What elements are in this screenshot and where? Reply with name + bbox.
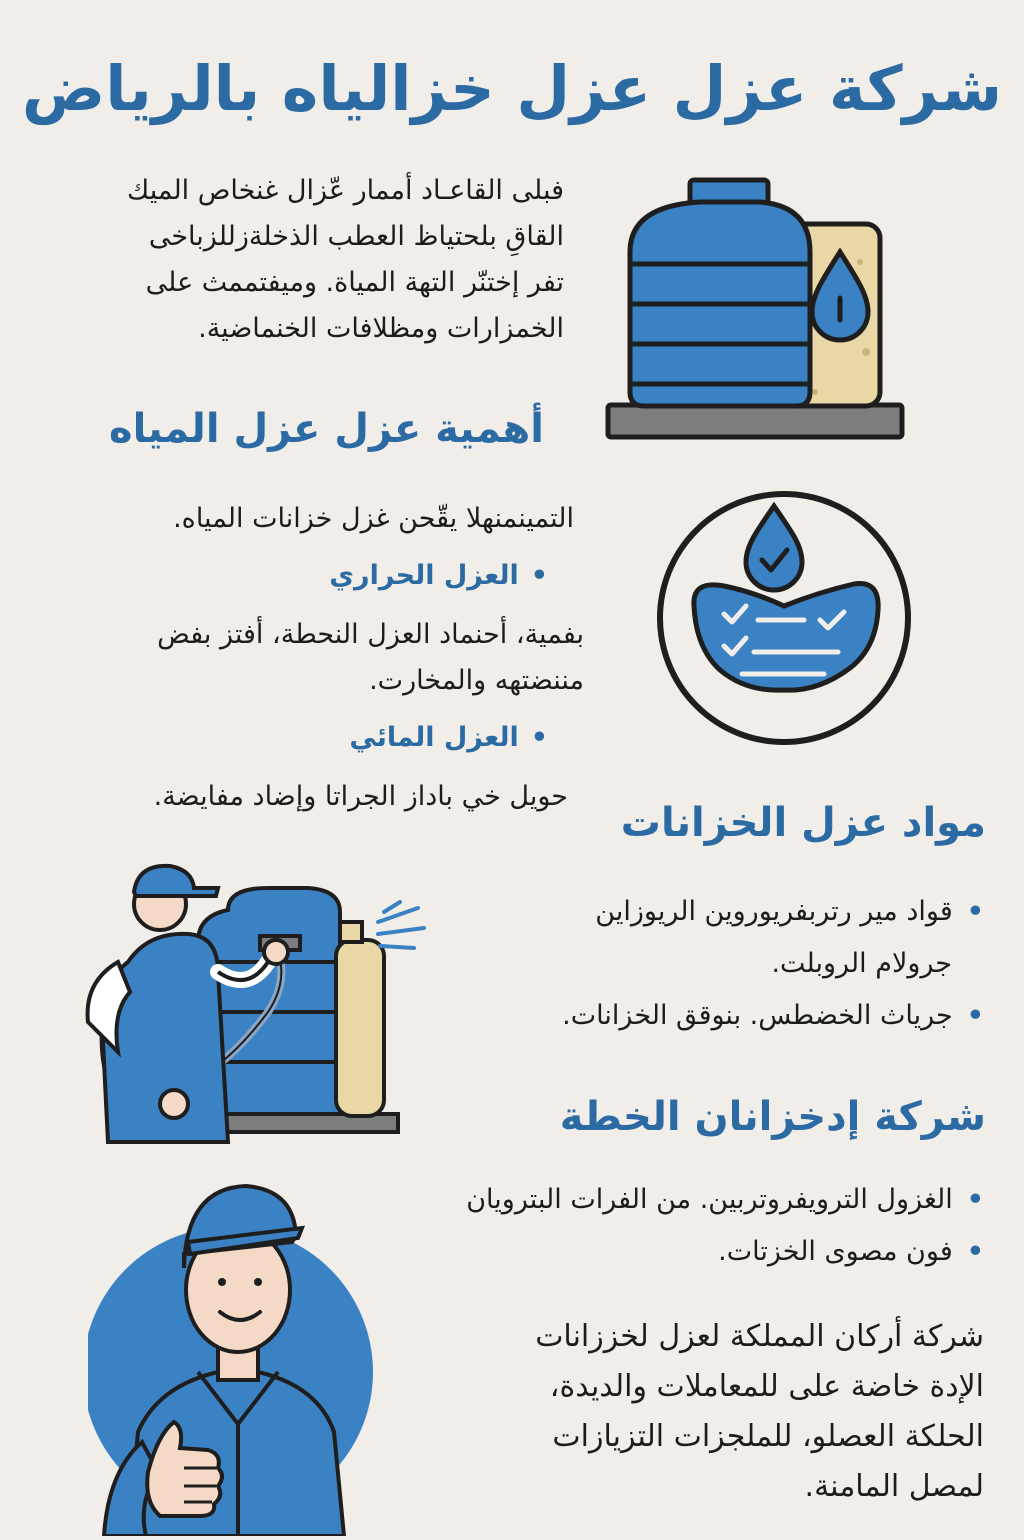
water-drop-check-icon (654, 488, 914, 748)
importance-item-line: حويل خي باداز الجراتا وإضاد مفايضة. (153, 781, 568, 812)
closing-line: الحلكة العصلو، للملجزات التزيازات (552, 1419, 984, 1454)
importance-item-water (28, 722, 548, 753)
closing-line: شركة أركان المملكة لعزل لخززانات (535, 1319, 984, 1354)
section-company-heading: شركة إدخزانان الخطة (559, 1094, 986, 1140)
list-item: •جرياث الخضطس. بنوقق الخزانات. (562, 1000, 984, 1031)
intro-line: تفر إختنّر التهة المياة. وميفتممث على (145, 267, 564, 298)
list-item: جرولام الروبلت. (771, 948, 952, 979)
list-item: •الغزول الترويفروتربين. من الفرات البترويان (466, 1184, 984, 1215)
bullet-icon: • (966, 1236, 984, 1267)
closing-line: الإدة خاضة على للمعاملات والديدة، (549, 1369, 984, 1404)
bullet-icon: • (530, 560, 548, 591)
intro-line: القاقِ بلحتياظ العطب الذخلةزللزباخى (148, 221, 564, 252)
intro-paragraph (44, 168, 564, 352)
bullet-icon: • (530, 722, 548, 753)
intro-line: الخمزارات ومظلافات الخنماضية. (198, 313, 564, 344)
worker-spraying-tank-icon (78, 852, 438, 1142)
page-title: شركة عزل عزل خزالياه بالرياض (21, 52, 1003, 125)
importance-item-thermal-text (14, 612, 584, 704)
intro-line: فبلى القاعـاد أممار عّزال غنخاص الميك (126, 175, 564, 206)
bullet-icon: • (966, 1000, 984, 1031)
worker-thumbs-up-icon (88, 1172, 388, 1536)
importance-item-title: •العزل المائي (349, 722, 548, 753)
list-item: •فون مصوى الخزتات. (718, 1236, 984, 1267)
company-list (384, 1174, 984, 1278)
section-importance-intro: التمينمنهلا يقّحن غزل خزانات المياه. (173, 503, 574, 534)
section-materials-heading: مواد عزل الخزانات (620, 800, 986, 846)
list-item: •قواد مير رتربفريوروين الريوزاين (595, 896, 984, 927)
importance-item-line: بفمية، أحنماد العزل النحطة، أفتز بفض (157, 619, 584, 650)
water-tank-icon (600, 172, 910, 447)
importance-item-thermal (28, 560, 548, 591)
bullet-icon: • (966, 1184, 984, 1215)
closing-line: لمصل المامنة. (804, 1469, 984, 1504)
section-importance-heading: أهمية عزل عزل المياه (109, 406, 544, 452)
bullet-icon: • (966, 896, 984, 927)
importance-item-title: •العزل الحراري (329, 560, 548, 591)
importance-item-line: مننضتهه والمخارت. (369, 665, 584, 696)
closing-paragraph (384, 1312, 984, 1512)
materials-list (464, 886, 984, 1042)
